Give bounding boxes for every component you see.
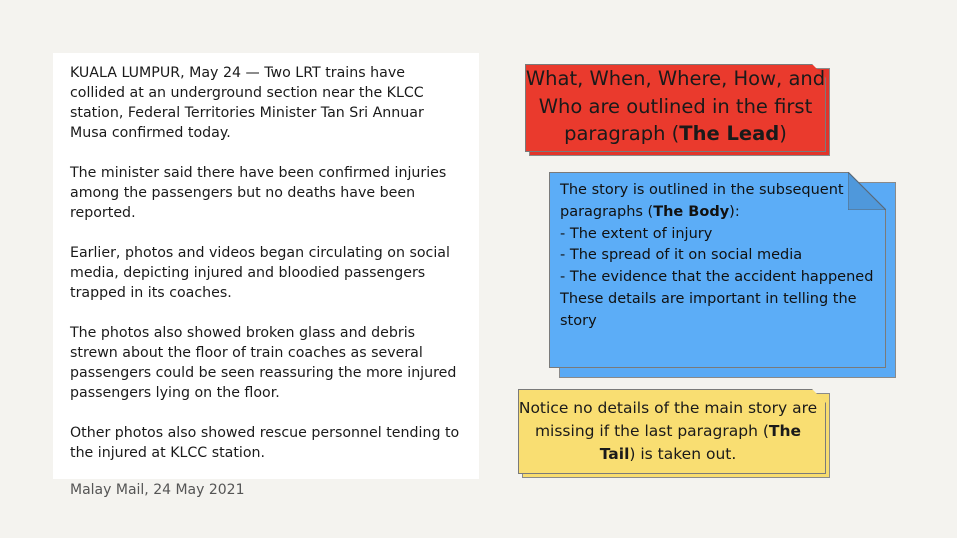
- body-note-closing: These details are important in telling the story: [560, 290, 857, 329]
- body-note-item: - The extent of injury: [560, 225, 713, 242]
- body-note-item: - The spread of it on social media: [560, 247, 803, 264]
- article-paragraph: The photos also showed broken glass and debris strewn about the floor of train coaches as several passengers could be seen reassuring the more injured passengers lying on the floor.: [70, 325, 457, 401]
- body-note-intro: [560, 180, 880, 224]
- body-note-item: - The evidence that the accident happened: [560, 269, 874, 286]
- tail-note-text-start: Notice no details of the main story are missing if the last paragraph (: [518, 399, 818, 440]
- tail-label: The Tail: [599, 422, 802, 463]
- lead-note-text-start: What, When, Where, How, and Who are outlined in the first paragraph (: [525, 67, 826, 145]
- tail-note-text: [518, 397, 818, 466]
- article-source: Malay Mail, 24 May 2021: [70, 482, 245, 498]
- lead-label: The Lead: [679, 122, 780, 145]
- lead-note-text: [525, 64, 826, 152]
- tail-note: [518, 389, 830, 478]
- article-paragraph: KUALA LUMPUR, May 24 — Two LRT trains have collided at an underground section near the KLCC station, Federal Territories Minister Tan Sri Annuar Musa confirmed today.: [70, 65, 424, 141]
- article-paragraph: The minister said there have been confirmed injuries among the passengers but no deaths have been reported.: [70, 165, 447, 221]
- lead-note-text-end: ): [779, 122, 787, 145]
- article-paragraph: Other photos also showed rescue personnel tending to the injured at KLCC station.: [70, 425, 460, 461]
- body-label: The Body: [653, 203, 730, 220]
- body-note-intro-start: The story is outlined in the subsequent paragraphs (: [560, 182, 844, 220]
- lead-note: [525, 64, 830, 156]
- tail-note-text-end: ) is taken out.: [629, 445, 737, 463]
- body-note-text: [560, 180, 880, 333]
- article-excerpt: [53, 53, 479, 479]
- body-note: [549, 172, 896, 378]
- article-paragraph: Earlier, photos and videos began circulating on social media, depicting injured and bloodied passengers trapped in its coaches.: [70, 245, 450, 301]
- body-note-intro-end: ):: [729, 203, 740, 220]
